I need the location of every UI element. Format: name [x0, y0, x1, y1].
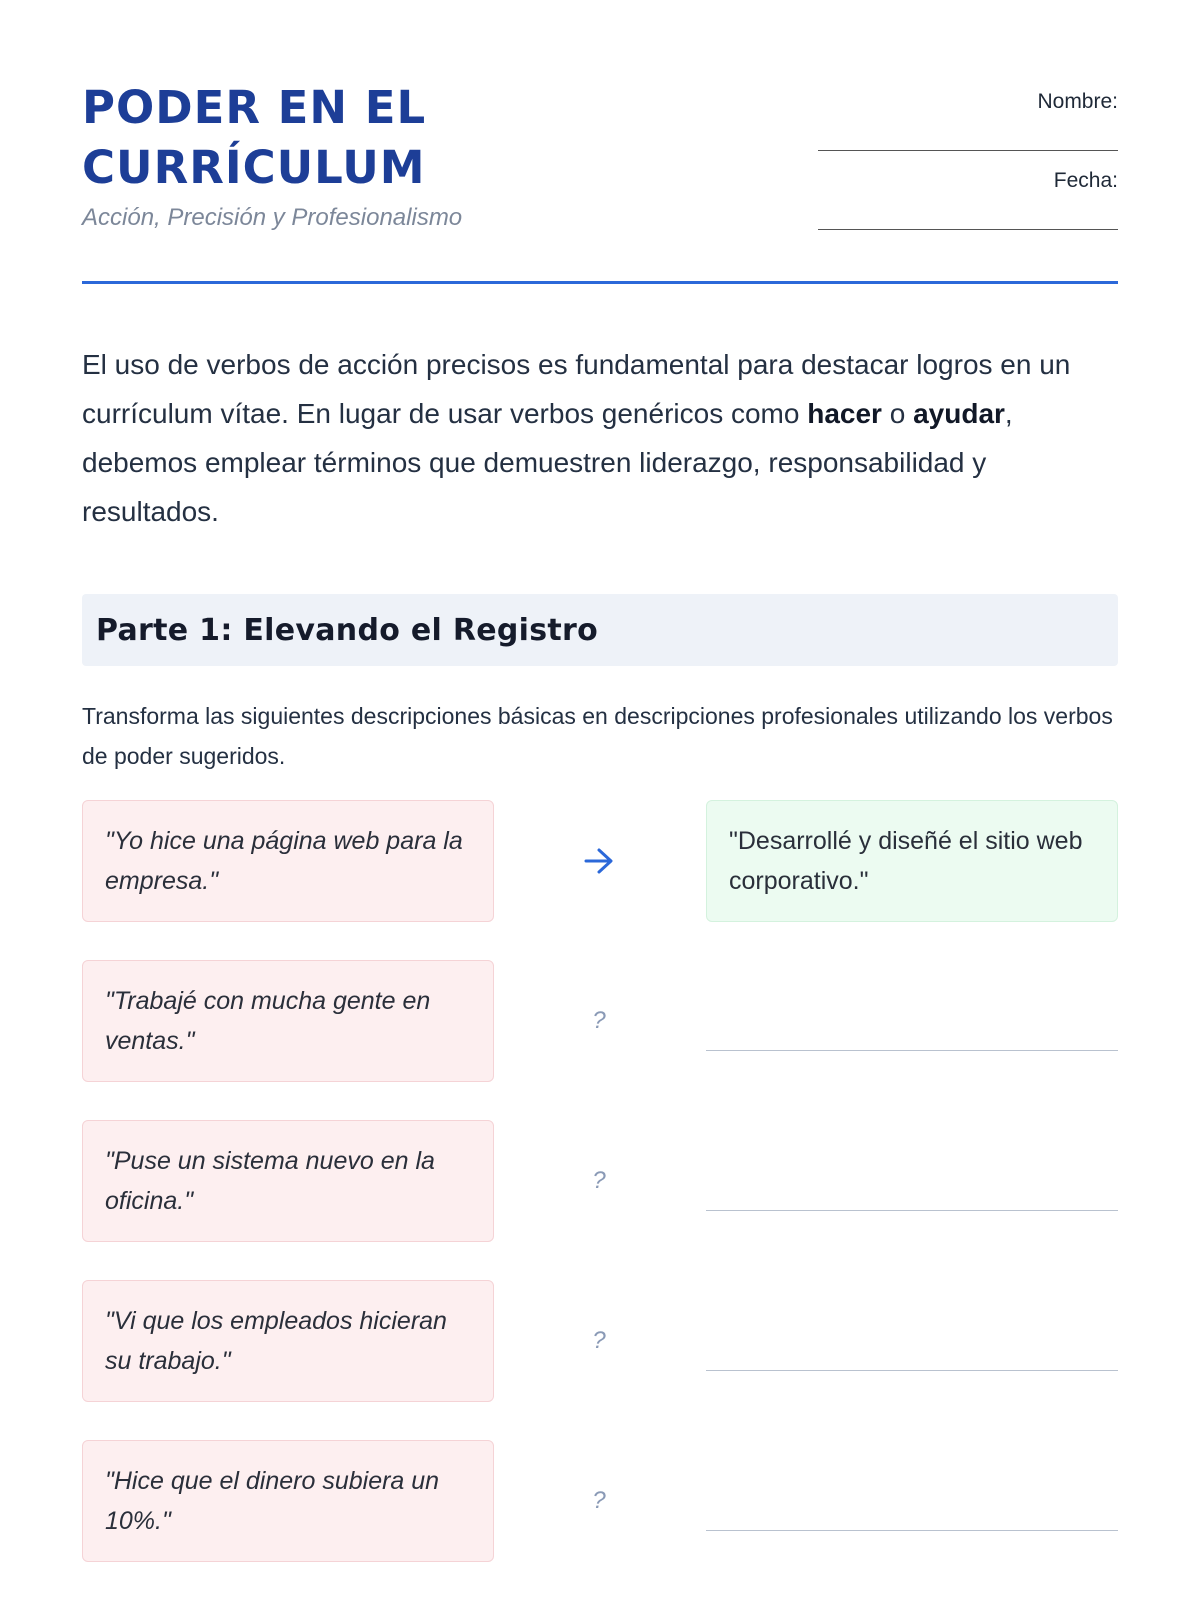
exercise-list — [82, 800, 1118, 1564]
question-mark-icon: ? — [592, 1327, 606, 1354]
transform-marker — [494, 1280, 704, 1402]
section-title: Parte 1: Elevando el Registro — [96, 612, 599, 648]
transform-marker — [494, 1440, 704, 1562]
name-label: Nombre: — [1037, 90, 1118, 113]
worksheet-title: PODER EN EL CURRÍCULUM — [82, 81, 427, 194]
exercise-row-1 — [82, 800, 1118, 924]
intro-text-3: , debemos emplear términos que demuestren liderazgo, responsabilidad y resultados. — [82, 398, 1013, 527]
section-header — [82, 594, 1118, 666]
student-info — [818, 90, 1118, 248]
transform-marker — [494, 800, 704, 922]
basic-phrase: "Puse un sistema nuevo en la oficina." — [82, 1120, 494, 1242]
worksheet-header — [82, 78, 1118, 284]
exercise-row-5 — [82, 1440, 1118, 1564]
worksheet-subtitle: Acción, Precisión y Profesionalismo — [82, 204, 463, 231]
exercise-row-4 — [82, 1280, 1118, 1404]
intro-text-2: o — [881, 398, 914, 429]
intro-text-1: El uso de verbos de acción precisos es fundamental para destacar logros en un currículum vítae. En lugar de usar verbos genéricos como — [82, 349, 1071, 429]
question-mark-icon: ? — [592, 1167, 606, 1194]
question-mark-icon: ? — [592, 1487, 606, 1514]
name-field[interactable] — [818, 130, 1118, 151]
arrow-right-icon — [582, 846, 616, 876]
exercise-row-2 — [82, 960, 1118, 1084]
question-mark-icon: ? — [592, 1007, 606, 1034]
basic-phrase: "Hice que el dinero subiera un 10%." — [82, 1440, 494, 1562]
transform-marker — [494, 1120, 704, 1242]
basic-phrase: "Yo hice una página web para la empresa." — [82, 800, 494, 922]
answer-line[interactable] — [706, 1210, 1118, 1211]
intro-bold-ayudar: ayudar — [913, 398, 1005, 429]
date-field[interactable] — [818, 209, 1118, 230]
intro-bold-hacer: hacer — [807, 398, 882, 429]
exercise-row-3 — [82, 1120, 1118, 1244]
title-block — [82, 78, 462, 232]
intro-paragraph — [82, 340, 1118, 536]
date-label: Fecha: — [1053, 169, 1118, 192]
answer-line[interactable] — [706, 1530, 1118, 1531]
basic-phrase: "Vi que los empleados hicieran su trabajo." — [82, 1280, 494, 1402]
answer-line[interactable] — [706, 1050, 1118, 1051]
answer-line[interactable] — [706, 1370, 1118, 1371]
example-answer: "Desarrollé y diseñé el sitio web corporativo." — [706, 800, 1118, 922]
transform-marker — [494, 960, 704, 1082]
basic-phrase: "Trabajé con mucha gente en ventas." — [82, 960, 494, 1082]
section-instructions: Transforma las siguientes descripciones básicas en descripciones profesionales utilizando los verbos de poder sugeridos. — [82, 703, 1113, 769]
